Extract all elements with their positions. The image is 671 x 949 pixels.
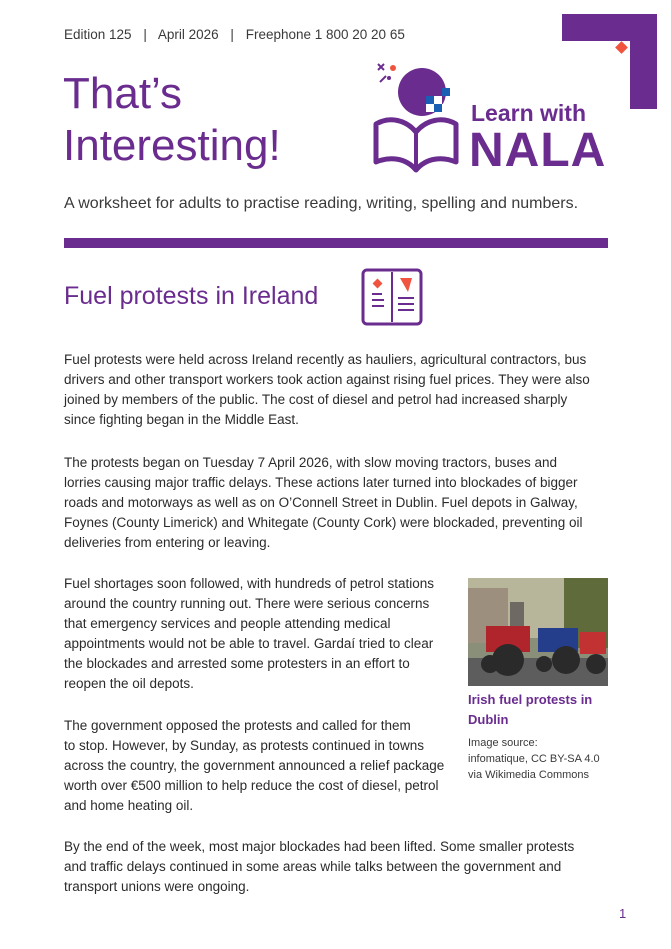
para-line: The government opposed the protests and called for them <box>64 718 411 733</box>
paragraph-3 <box>64 574 434 694</box>
para-line: worth over €500 million to help reduce the cost of diesel, petrol <box>64 778 439 793</box>
edition-date: April 2026 <box>157 27 219 42</box>
separator: | <box>230 27 234 42</box>
logo-brand: NALA <box>469 124 607 177</box>
logo-learn-with: Learn with <box>471 100 587 126</box>
paragraph-2 <box>64 453 582 553</box>
para-line: drivers and other transport workers took action against rising fuel prices. They were also <box>64 372 590 387</box>
worksheet-subtitle: A worksheet for adults to practise reading, writing, spelling and numbers. <box>64 195 579 212</box>
photo-source <box>468 735 618 783</box>
para-line: deliveries from entering or leaving. <box>64 535 271 550</box>
caption-line: Irish fuel protests in <box>468 692 593 707</box>
para-line: since fighting began in the Middle East. <box>64 412 299 427</box>
para-line: around the country running out. There were serious concerns <box>64 596 430 611</box>
para-line: joined by members of the public. The cost of diesel and petrol had increased sharply <box>64 392 568 407</box>
source-line: Image source: <box>468 737 538 749</box>
para-line: and home heating oil. <box>64 798 194 813</box>
paragraph-5 <box>64 837 574 897</box>
title-line-1: That’s <box>63 69 183 118</box>
edition-line <box>64 27 405 42</box>
nala-logo <box>370 60 610 182</box>
title-line-2: Interesting! <box>63 121 281 170</box>
source-line: via Wikimedia Commons <box>468 769 590 781</box>
para-line: that emergency services and people attending medical <box>64 616 391 631</box>
page-title <box>63 68 281 172</box>
edition-number: Edition 125 <box>64 27 132 42</box>
para-line: roads and motorways as well as on O’Connell Street in Dublin. Fuel depots in Galway, <box>64 495 578 510</box>
separator: | <box>143 27 147 42</box>
para-line: to stop. However, by Sunday, as protests continued in towns <box>64 738 424 753</box>
freephone-number: Freephone 1 800 20 20 65 <box>245 27 405 42</box>
paragraph-4 <box>64 716 444 816</box>
para-line: transport unions were ongoing. <box>64 879 250 894</box>
source-line: infomatique, CC BY-SA 4.0 <box>468 753 600 765</box>
para-line: the blockades and arrested some protesters in an effort to <box>64 656 410 671</box>
para-line: appointments would not be able to travel. Gardaí tried to clear <box>64 636 434 651</box>
para-line: Fuel shortages soon followed, with hundreds of petrol stations <box>64 576 434 591</box>
para-line: reopen the oil depots. <box>64 676 194 691</box>
header-divider <box>64 238 608 248</box>
fuel-protest-photo <box>468 578 608 686</box>
para-line: and traffic delays continued in some areas while talks between the government and <box>64 859 562 874</box>
para-line: Foynes (County Limerick) and Whitegate (County Cork) were blockaded, preventing oil <box>64 515 583 530</box>
caption-line: Dublin <box>468 712 509 727</box>
para-line: By the end of the week, most major blockades had been lifted. Some smaller protests <box>64 839 575 854</box>
reading-book-icon <box>360 266 424 328</box>
paragraph-1 <box>64 350 590 430</box>
para-line: lorries causing major traffic delays. These actions later turned into blockades of bigger <box>64 475 578 490</box>
para-line: Fuel protests were held across Ireland recently as hauliers, agricultural contractors, bus <box>64 352 587 367</box>
article-heading: Fuel protests in Ireland <box>64 282 319 310</box>
para-line: The protests began on Tuesday 7 April 2026, with slow moving tractors, buses and <box>64 455 558 470</box>
page-number: 1 <box>619 906 627 921</box>
para-line: across the country, the government announced a relief package <box>64 758 445 773</box>
photo-caption <box>468 690 608 730</box>
